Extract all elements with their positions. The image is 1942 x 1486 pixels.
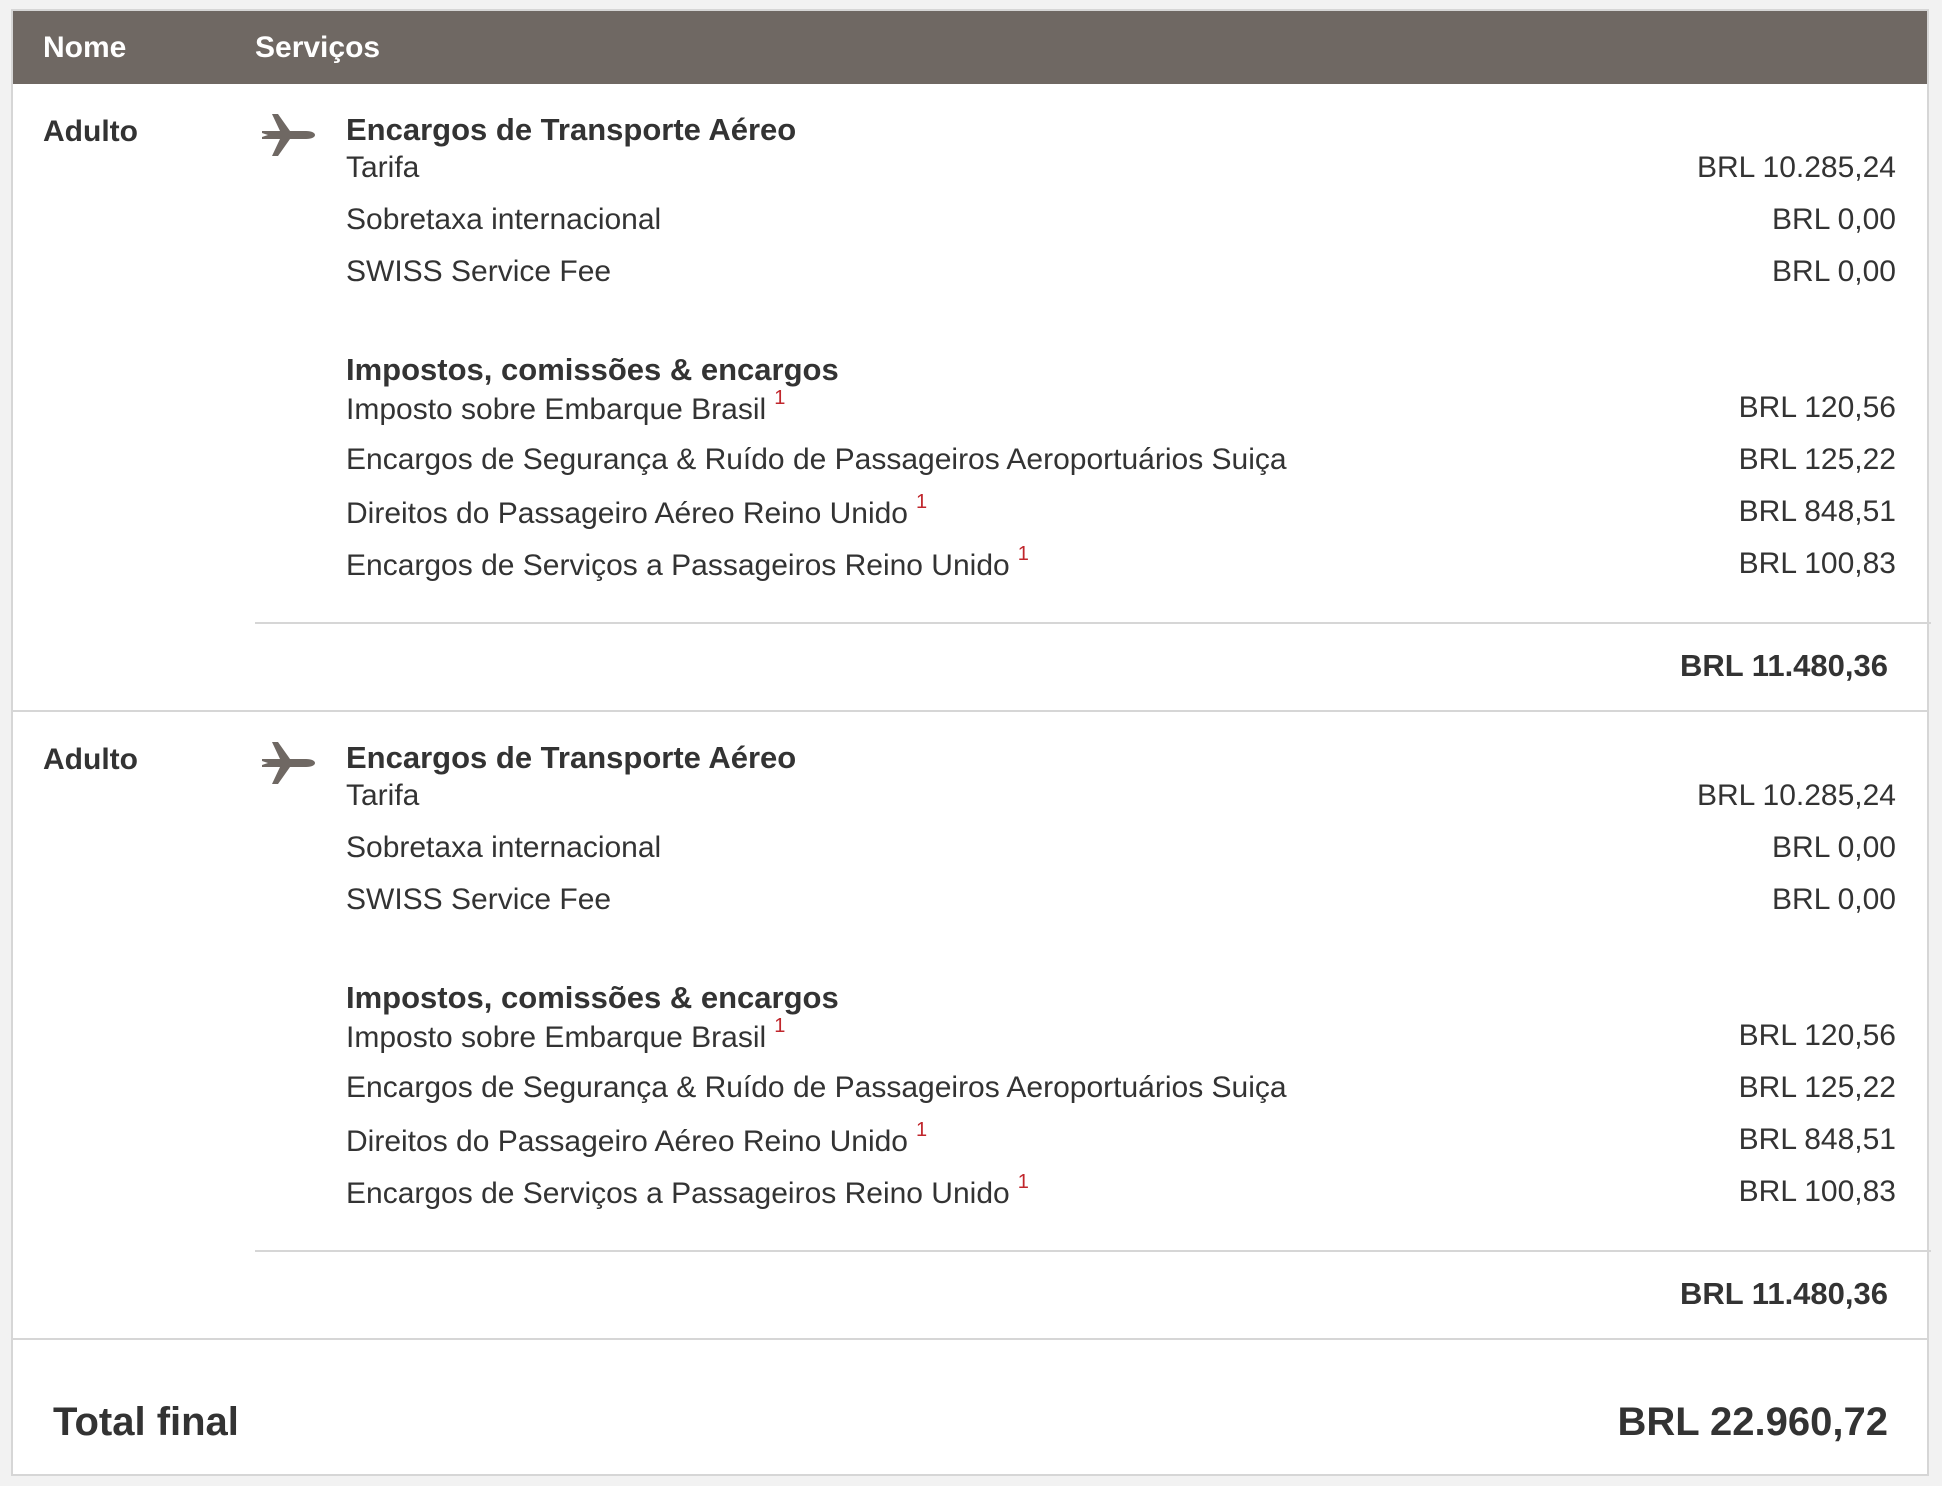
tax-row	[346, 1171, 1896, 1215]
subtotal-amount: BRL 11.480,36	[1680, 648, 1888, 683]
airplane-icon	[260, 740, 316, 786]
passenger-type: Adulto	[43, 743, 138, 776]
final-total-row	[13, 1340, 1927, 1476]
row-amount: BRL 125,22	[1738, 1071, 1896, 1104]
row-label: Direitos do Passageiro Aéreo Reino Unido $^1$	[346, 1119, 928, 1158]
tax-row	[346, 491, 1896, 535]
row-amount: BRL 100,83	[1738, 1175, 1896, 1208]
passenger-type: Adulto	[43, 115, 138, 148]
passenger-section	[13, 712, 1927, 1340]
passenger-section	[13, 84, 1927, 712]
row-amount: BRL 125,22	[1738, 443, 1896, 476]
tax-row	[346, 1071, 1896, 1111]
subtotal-divider	[255, 622, 1931, 624]
row-label: SWISS Service Fee	[346, 255, 612, 288]
table-header	[13, 11, 1927, 84]
service-fee-row	[346, 255, 1896, 295]
footnote-marker[interactable]: 1	[1017, 543, 1029, 565]
row-label: SWISS Service Fee	[346, 883, 612, 916]
tax-row	[346, 1015, 1896, 1059]
row-label: Tarifa	[346, 779, 420, 812]
row-label: Imposto sobre Embarque Brasil $^1$	[346, 387, 786, 426]
row-amount: BRL 10.285,24	[1696, 779, 1896, 812]
fare-row	[346, 151, 1896, 191]
row-label: Encargos de Segurança & Ruído de Passageiros Aeroportuários Suiça	[346, 443, 1287, 476]
row-amount: BRL 100,83	[1738, 547, 1896, 580]
service-fee-row	[346, 883, 1896, 923]
row-label: Sobretaxa internacional	[346, 203, 662, 236]
row-amount: BRL 0,00	[1772, 883, 1896, 916]
header-name: Nome	[43, 31, 127, 64]
row-amount: BRL 120,56	[1738, 391, 1896, 424]
tax-row	[346, 443, 1896, 483]
final-total-amount: BRL 22.960,72	[1617, 1400, 1888, 1444]
footnote-marker[interactable]: 1	[916, 491, 928, 513]
airplane-icon	[260, 112, 316, 158]
taxes-title: Impostos, comissões & encargos	[346, 980, 839, 1015]
row-label: Encargos de Segurança & Ruído de Passageiros Aeroportuários Suiça	[346, 1071, 1287, 1104]
tax-row	[346, 543, 1896, 587]
price-breakdown-table	[11, 9, 1929, 1476]
row-label: Tarifa	[346, 151, 420, 184]
header-services: Serviços	[255, 31, 381, 64]
surcharge-row	[346, 831, 1896, 871]
row-amount: BRL 848,51	[1738, 495, 1896, 528]
footnote-marker[interactable]: 1	[916, 1119, 928, 1141]
row-amount: BRL 0,00	[1772, 831, 1896, 864]
row-amount: BRL 0,00	[1772, 255, 1896, 288]
tax-row	[346, 1119, 1896, 1163]
fare-row	[346, 779, 1896, 819]
row-amount: BRL 0,00	[1772, 203, 1896, 236]
final-total-label: Total final	[53, 1400, 239, 1444]
row-amount: BRL 10.285,24	[1696, 151, 1896, 184]
row-amount: BRL 848,51	[1738, 1123, 1896, 1156]
footnote-marker[interactable]: 1	[774, 387, 786, 409]
air-transport-title: Encargos de Transporte Aéreo	[346, 112, 797, 147]
tax-row	[346, 387, 1896, 431]
row-label: Direitos do Passageiro Aéreo Reino Unido $^1$	[346, 491, 928, 530]
subtotal-divider	[255, 1250, 1931, 1252]
subtotal-amount: BRL 11.480,36	[1680, 1276, 1888, 1311]
row-label: Sobretaxa internacional	[346, 831, 662, 864]
footnote-marker[interactable]: 1	[1017, 1171, 1029, 1193]
footnote-marker[interactable]: 1	[774, 1015, 786, 1037]
air-transport-title: Encargos de Transporte Aéreo	[346, 740, 797, 775]
row-label: Imposto sobre Embarque Brasil $^1$	[346, 1015, 786, 1054]
surcharge-row	[346, 203, 1896, 243]
row-label: Encargos de Serviços a Passageiros Reino Unido $^1$	[346, 543, 1029, 582]
taxes-title: Impostos, comissões & encargos	[346, 352, 839, 387]
row-amount: BRL 120,56	[1738, 1019, 1896, 1052]
row-label: Encargos de Serviços a Passageiros Reino Unido $^1$	[346, 1171, 1029, 1210]
